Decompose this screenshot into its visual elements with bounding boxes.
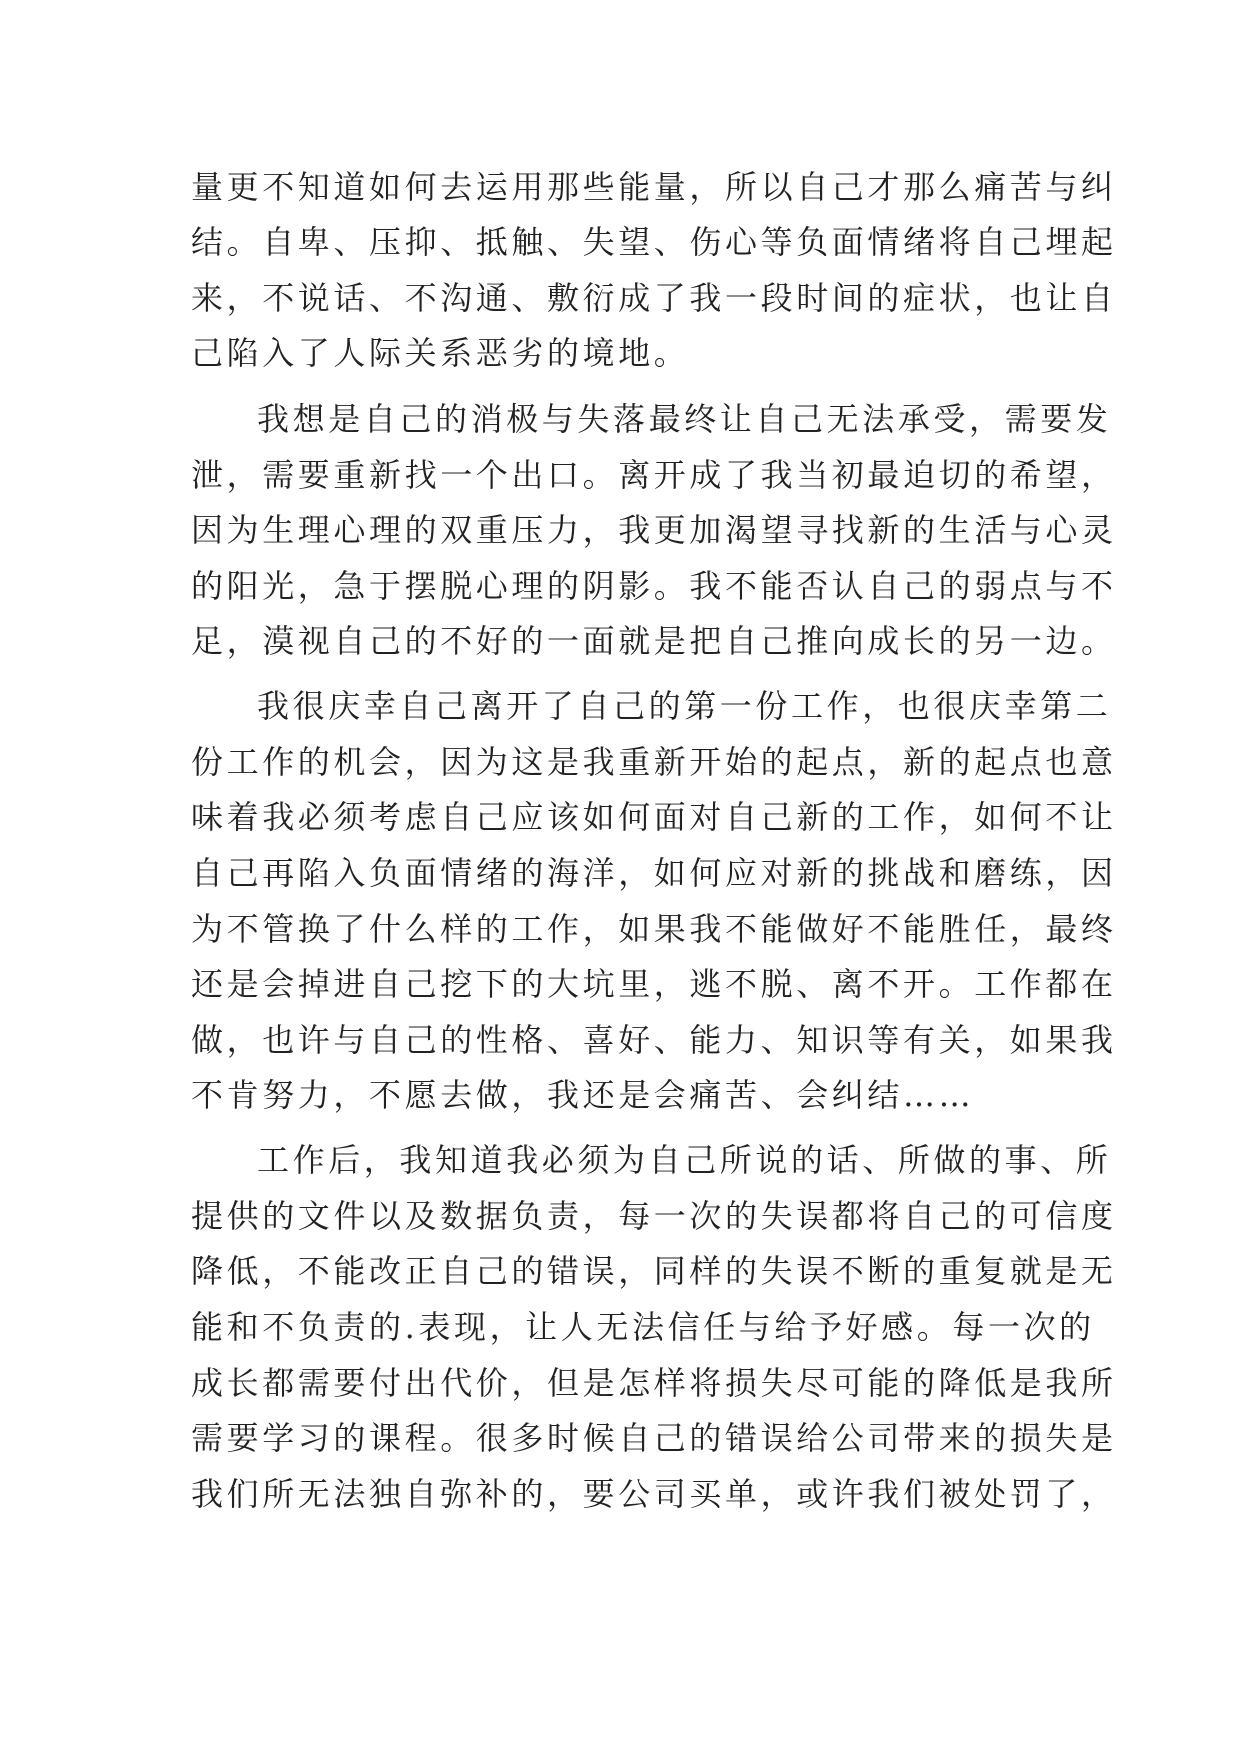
text-line: 份工作的机会，因为这是我重新开始的起点，新的起点也意 [191, 743, 1117, 781]
text-line: 己陷入了人际关系恶劣的境地。 [191, 334, 690, 372]
text-line: 降低，不能改正自己的错误，同样的失误不断的重复就是无 [191, 1252, 1117, 1290]
paragraph-first-line: 工作后，我知道我必须为自己所说的话、所做的事、所 [257, 1141, 1112, 1179]
text-line: 足，漠视自己的不好的一面就是把自己推向成长的另一边。 [191, 622, 1117, 660]
text-line: 自己再陷入负面情绪的海洋，如何应对新的挑战和磨练，因 [191, 854, 1117, 892]
text-line: 泄，需要重新找一个出口。离开成了我当初最迫切的希望， [191, 456, 1117, 494]
text-line: 味着我必须考虑自己应该如何面对自己新的工作，如何不让 [191, 798, 1117, 836]
text-line: 成长都需要付出代价，但是怎样将损失尽可能的降低是我所 [191, 1364, 1117, 1402]
text-line: 不肯努力，不愿去做，我还是会痛苦、会纠结…… [191, 1076, 975, 1114]
text-line: 的阳光，急于摆脱心理的阴影。我不能否认自己的弱点与不 [191, 567, 1117, 605]
text-line: 做，也许与自己的性格、喜好、能力、知识等有关，如果我 [191, 1021, 1117, 1059]
text-line: 因为生理心理的双重压力，我更加渴望寻找新的生活与心灵 [191, 511, 1117, 549]
text-line: 提供的文件以及数据负责，每一次的失误都将自己的可信度 [191, 1197, 1117, 1235]
text-line: 结。自卑、压抑、抵触、失望、伤心等负面情绪将自己埋起 [191, 223, 1117, 261]
text-line: 量更不知道如何去运用那些能量，所以自己才那么痛苦与纠 [191, 168, 1117, 206]
text-line: 需要学习的课程。很多时候自己的错误给公司带来的损失是 [191, 1419, 1117, 1457]
text-line: 还是会掉进自己挖下的大坑里，逃不脱、离不开。工作都在 [191, 965, 1117, 1003]
text-line: 能和不负责的.表现，让人无法信任与给予好感。每一次的 [191, 1308, 1095, 1346]
paragraph-first-line: 我想是自己的消极与失落最终让自己无法承受，需要发 [257, 400, 1112, 438]
text-line: 我们所无法独自弥补的，要公司买单，或许我们被处罚了， [191, 1475, 1117, 1513]
paragraph-first-line: 我很庆幸自己离开了自己的第一份工作，也很庆幸第二 [257, 687, 1112, 725]
text-line: 为不管换了什么样的工作，如果我不能做好不能胜任，最终 [191, 910, 1117, 948]
text-line: 来，不说话、不沟通、敷衍成了我一段时间的症状，也让自 [191, 279, 1117, 317]
